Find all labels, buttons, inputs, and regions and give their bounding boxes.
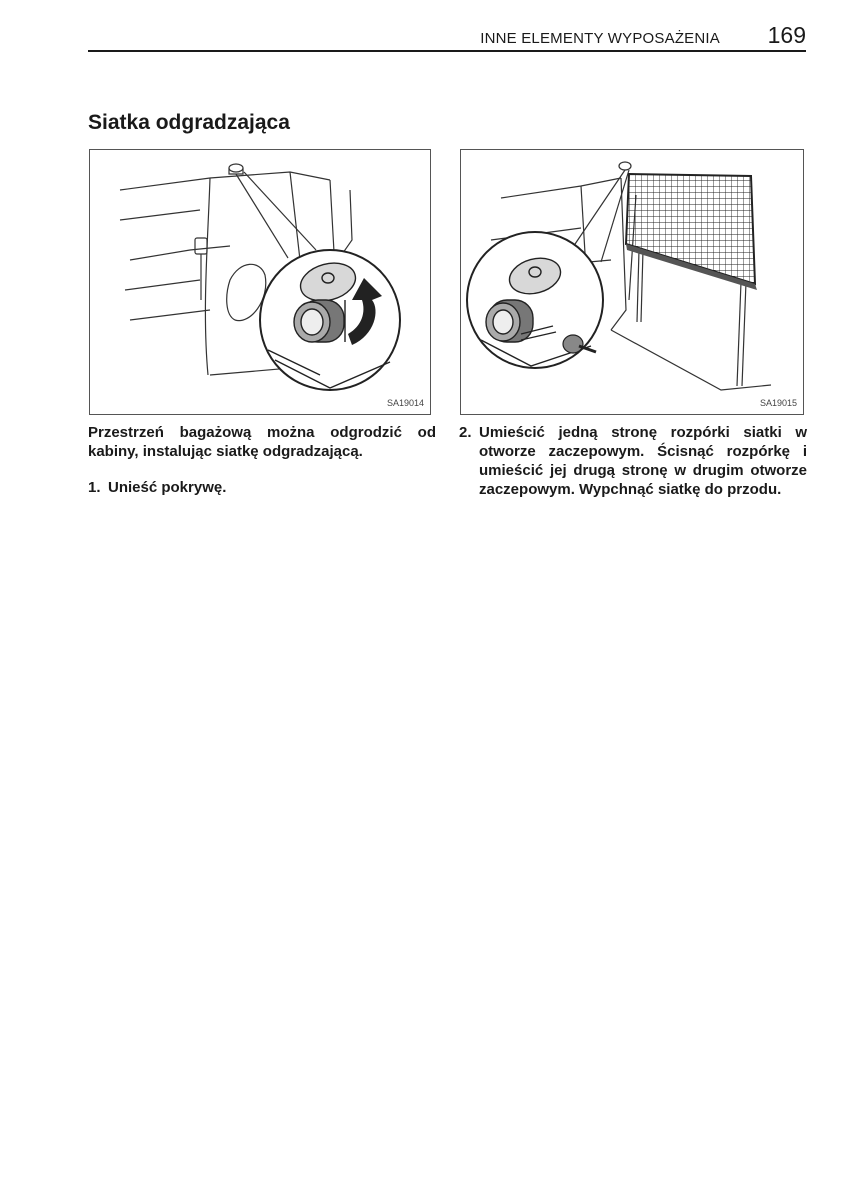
step-text: Umieścić jedną stronę rozpórki siatki w otworze zaczepowym. Ścisnąć rozpórkę i umieścić jej drugą stronę w drugim otworze zaczepowym. Wypchnąć siatkę do przodu. — [479, 424, 807, 498]
illustration-install-net — [461, 150, 803, 414]
figure-code: SA19015 — [759, 398, 797, 408]
figure-lift-cover — [89, 149, 431, 415]
figure-install-net — [460, 149, 804, 415]
page-title: Siatka odgradzająca — [88, 111, 290, 134]
step-1 — [88, 478, 436, 497]
right-column — [459, 423, 807, 499]
step-2 — [459, 423, 807, 499]
section-title: INNE ELEMENTY WYPOSAŻENIA — [480, 30, 720, 47]
header-rule — [88, 50, 806, 52]
step-number: 1. — [88, 479, 101, 496]
figure-code: SA19014 — [386, 398, 424, 408]
illustration-lift-cover — [90, 150, 430, 414]
step-text: Unieść pokrywę. — [108, 479, 227, 496]
page-header — [88, 22, 806, 52]
page-number: 169 — [767, 22, 806, 48]
intro-paragraph: Przestrzeń bagażową można odgrodzić od kabiny, instalując siatkę odgradzającą. — [88, 424, 436, 460]
left-column — [88, 423, 436, 497]
step-number: 2. — [459, 424, 472, 441]
